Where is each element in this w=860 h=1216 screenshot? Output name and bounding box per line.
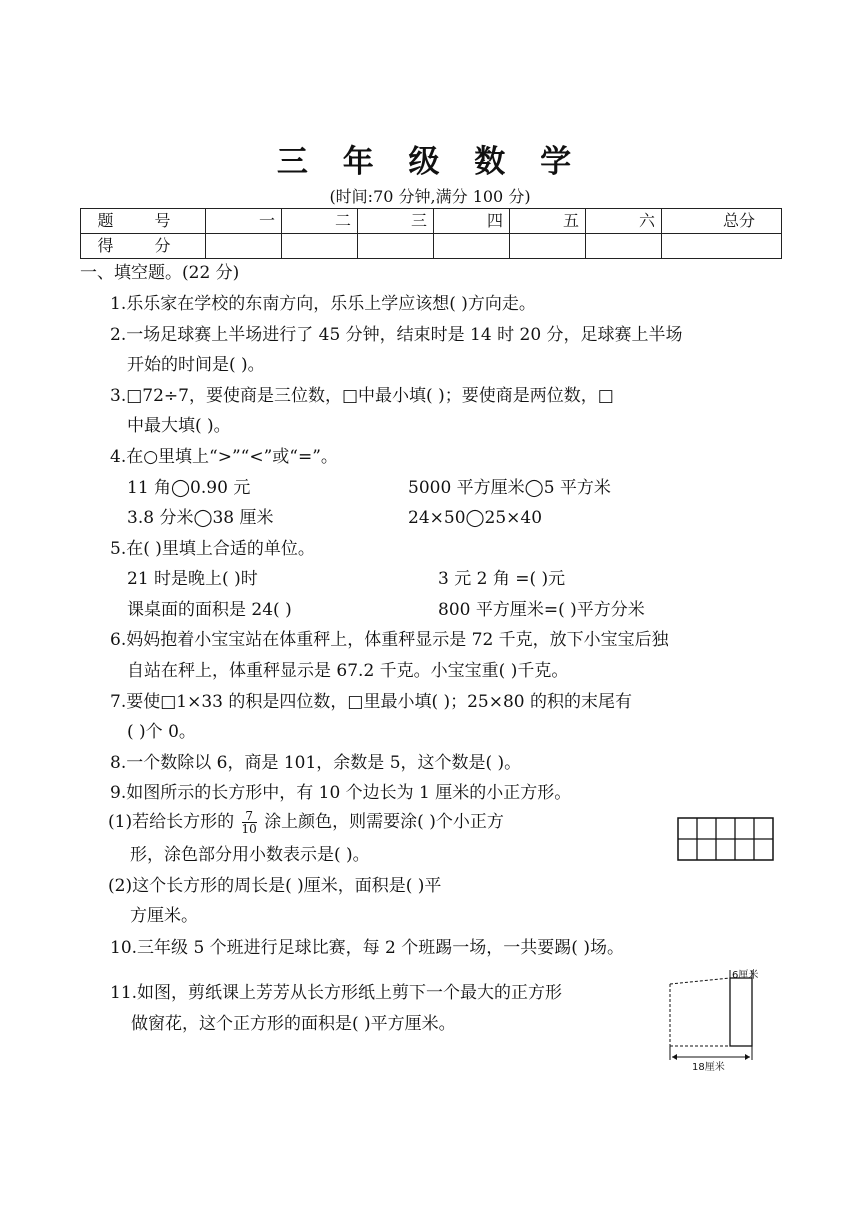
score-cell — [434, 234, 510, 259]
paper-cut-figure — [664, 962, 776, 1078]
question-10: 10.三年级 5 个班进行足球比赛，每 2 个班踢一场，一共要踢( )场。 — [110, 938, 624, 958]
score-col-4: 四 — [434, 209, 510, 234]
question-9: 9.如图所示的长方形中，有 10 个边长为 1 厘米的小正方形。 — [110, 783, 572, 803]
fraction-numerator: 7 — [242, 810, 257, 823]
question-3-line2: 中最大填( )。 — [127, 416, 231, 436]
score-cell — [510, 234, 586, 259]
page-subtitle: (时间:70 分钟,满分 100 分) — [329, 187, 531, 206]
score-col-5: 五 — [510, 209, 586, 234]
question-9-part2-line1: (2)这个长方形的周长是( )厘米，面积是( )平 — [108, 876, 442, 896]
question-4-item-4: 24×50◯25×40 — [408, 508, 543, 528]
question-5: 5.在( )里填上合适的单位。 — [110, 539, 315, 559]
question-9-part1-suffix: 涂上颜色，则需要涂( )个小正方 — [264, 812, 504, 832]
question-4: 4.在○里填上“>”“<”或“=”。 — [110, 447, 338, 467]
question-5-item-1: 21 时是晚上( )时 — [127, 569, 258, 589]
score-cell — [662, 234, 782, 259]
question-11-line1: 11.如图，剪纸课上芳芳从长方形纸上剪下一个最大的正方形 — [110, 983, 563, 1003]
question-4-item-2: 5000 平方厘米◯5 平方米 — [408, 478, 611, 498]
question-7-line1: 7.要使□1×33 的积是四位数，□里最小填( )；25×80 的积的末尾有 — [110, 692, 633, 712]
score-table-row2-label: 得 分 — [81, 234, 206, 259]
score-col-1: 一 — [206, 209, 282, 234]
score-table-score-row — [81, 234, 782, 259]
score-cell — [282, 234, 358, 259]
question-9-part1-prefix: (1)若给长方形的 — [108, 812, 235, 832]
score-cell — [206, 234, 282, 259]
question-2-line2: 开始的时间是( )。 — [127, 355, 265, 375]
fraction-seven-tenths — [242, 810, 257, 835]
question-9-part1-line1 — [108, 810, 504, 835]
score-col-total: 总分 — [662, 209, 782, 234]
question-4-item-1: 11 角◯0.90 元 — [127, 478, 251, 498]
score-table-row1-label: 题 号 — [81, 209, 206, 234]
question-9-part1-line2: 形，涂色部分用小数表示是( )。 — [130, 845, 370, 865]
question-5-item-2: 3 元 2 角 =( )元 — [438, 569, 566, 589]
rectangle-grid-figure — [676, 816, 776, 864]
fraction-denominator: 10 — [241, 822, 257, 836]
score-col-3: 三 — [358, 209, 434, 234]
question-3-line1: 3.□72÷7，要使商是三位数，□中最小填( )；要使商是两位数，□ — [110, 386, 614, 406]
score-cell — [586, 234, 662, 259]
score-table — [80, 208, 782, 259]
question-4-item-3: 3.8 分米◯38 厘米 — [127, 508, 274, 528]
figure-label-top: 6厘米 — [732, 970, 759, 981]
question-7-line2: ( )个 0。 — [127, 722, 196, 742]
question-8: 8.一个数除以 6，商是 101，余数是 5，这个数是( )。 — [110, 753, 522, 773]
question-11-line2: 做窗花，这个正方形的面积是( )平方厘米。 — [131, 1014, 456, 1034]
question-9-part2-line2: 方厘米。 — [130, 906, 198, 926]
question-6-line1: 6.妈妈抱着小宝宝站在体重秤上，体重秤显示是 72 千克，放下小宝宝后独 — [110, 630, 669, 650]
section1-heading: 一、填空题。(22 分) — [80, 263, 240, 283]
question-2-line1: 2.一场足球赛上半场进行了 45 分钟，结束时是 14 时 20 分，足球赛上半场 — [110, 325, 683, 345]
question-1: 1.乐乐家在学校的东南方向，乐乐上学应该想( )方向走。 — [110, 294, 536, 314]
score-col-2: 二 — [282, 209, 358, 234]
question-5-item-3: 课桌面的面积是 24( ) — [127, 600, 292, 620]
score-table-header-row — [81, 209, 782, 234]
score-col-6: 六 — [586, 209, 662, 234]
question-6-line2: 自站在秤上，体重秤显示是 67.2 千克。小宝宝重( )千克。 — [127, 661, 569, 681]
page-title: 三 年 级 数 学 — [276, 144, 584, 180]
score-cell — [358, 234, 434, 259]
question-5-item-4: 800 平方厘米=( )平方分米 — [438, 600, 645, 620]
figure-label-bottom: 18厘米 — [692, 1062, 725, 1073]
